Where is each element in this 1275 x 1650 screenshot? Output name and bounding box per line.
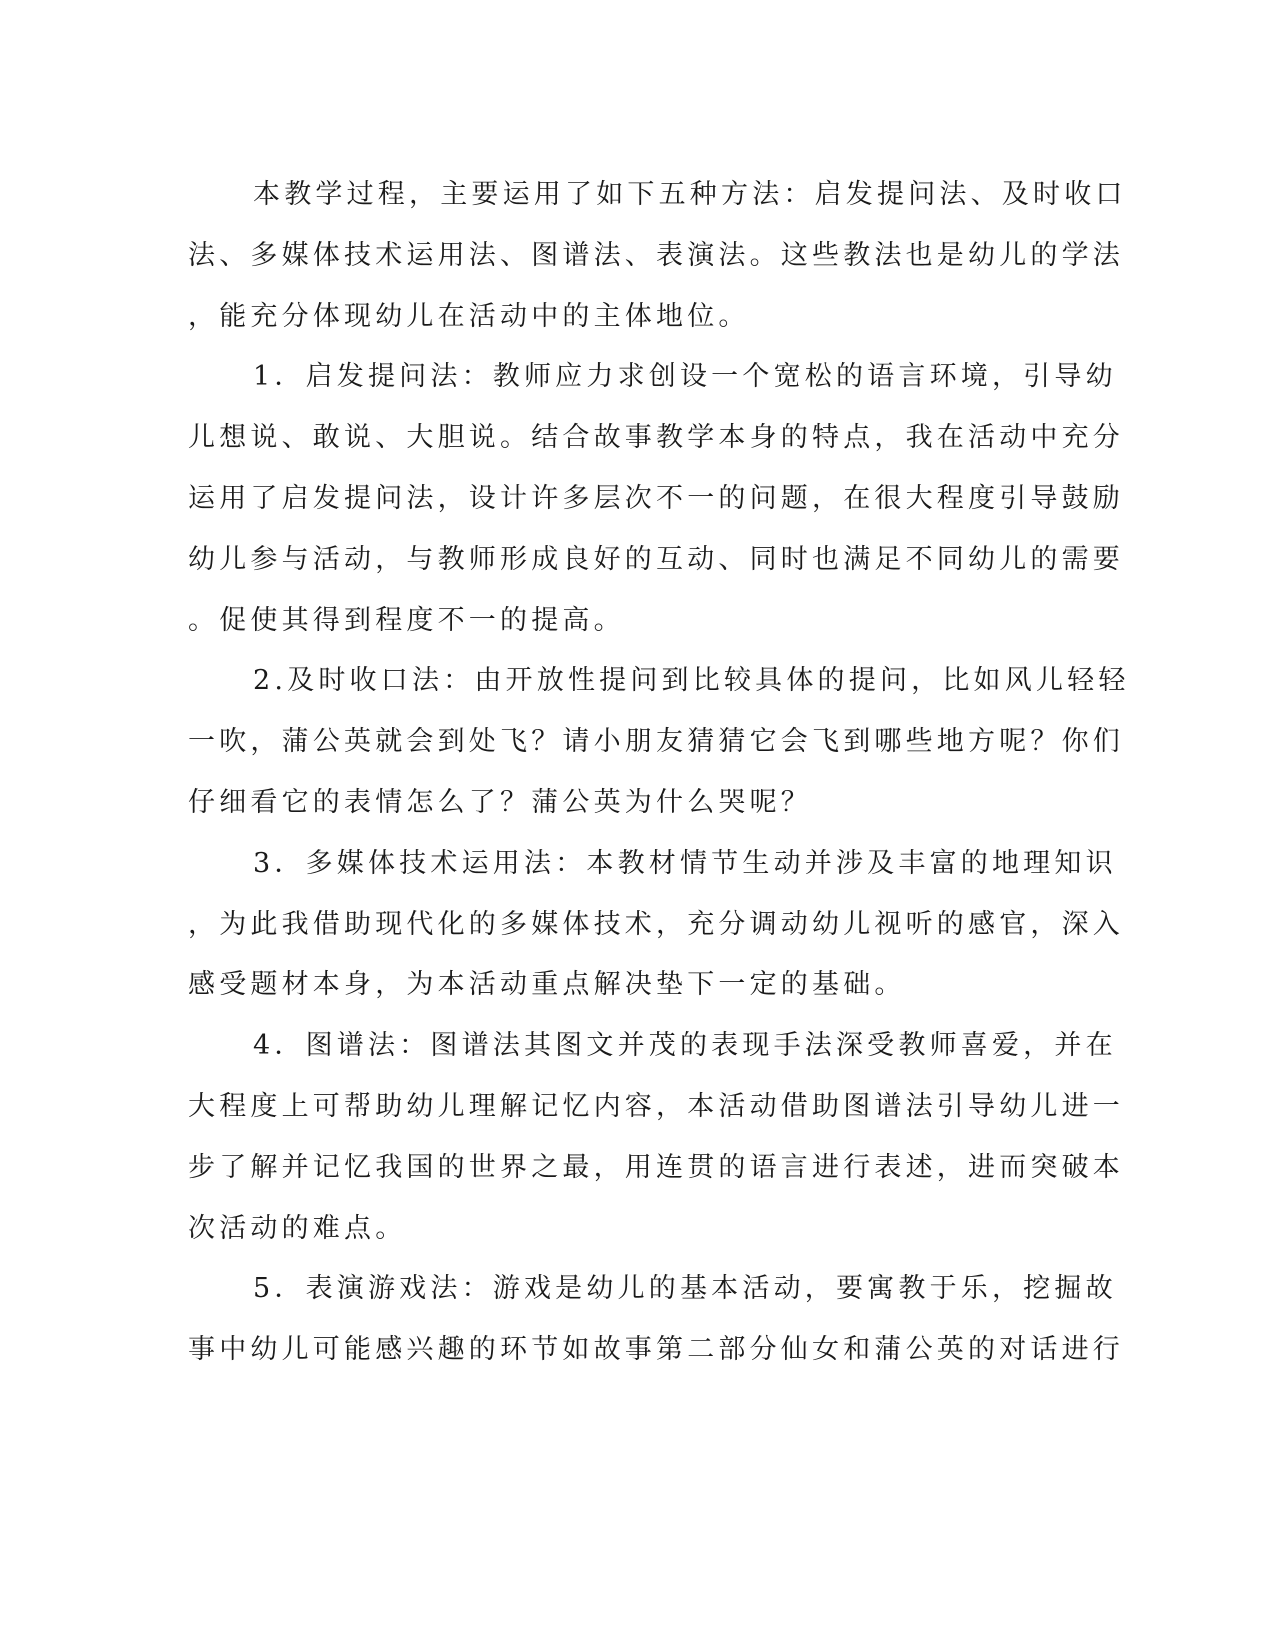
paragraph-method-2 xyxy=(188,651,1130,833)
document-body xyxy=(188,165,1130,1381)
text-line: 幼儿参与活动，与教师形成良好的互动、同时也满足不同幼儿的需要 xyxy=(188,543,1124,575)
text-line: ，能充分体现幼儿在活动中的主体地位。 xyxy=(188,300,750,332)
text-line: 大程度上可帮助幼儿理解记忆内容，本活动借助图谱法引导幼儿进一 xyxy=(188,1090,1124,1122)
text-line: 事中幼儿可能感兴趣的环节如故事第二部分仙女和蒲公英的对话进行 xyxy=(188,1334,1124,1366)
paragraph-method-4 xyxy=(188,1016,1124,1259)
text-line: 2.及时收口法：由开放性提问到比较具体的提问，比如风儿轻轻 xyxy=(253,665,1130,697)
paragraph-method-1 xyxy=(188,347,1124,651)
paragraph-intro xyxy=(188,165,1127,347)
text-line: ，为此我借助现代化的多媒体技术，充分调动幼儿视听的感官，深入 xyxy=(188,908,1124,940)
paragraph-method-5 xyxy=(188,1259,1124,1381)
text-line: 本教学过程，主要运用了如下五种方法：启发提问法、及时收口 xyxy=(253,179,1127,210)
text-line: 3．多媒体技术运用法：本教材情节生动并涉及丰富的地理知识 xyxy=(253,847,1117,879)
text-line: 运用了启发提问法，设计许多层次不一的问题，在很大程度引导鼓励 xyxy=(188,482,1124,514)
text-line: 步了解并记忆我国的世界之最，用连贯的语言进行表述，进而突破本 xyxy=(188,1151,1124,1183)
text-line: 一吹，蒲公英就会到处飞？请小朋友猜猜它会飞到哪些地方呢？你们 xyxy=(188,726,1124,758)
text-line: 5．表演游戏法：游戏是幼儿的基本活动，要寓教于乐，挖掘故 xyxy=(253,1273,1117,1305)
text-line: 儿想说、敢说、大胆说。结合故事教学本身的特点，我在活动中充分 xyxy=(188,422,1124,454)
text-line: 仔细看它的表情怎么了？蒲公英为什么哭呢？ xyxy=(188,786,812,818)
text-line: 次活动的难点。 xyxy=(188,1212,407,1244)
text-line: 法、多媒体技术运用法、图谱法、表演法。这些教法也是幼儿的学法 xyxy=(188,239,1124,271)
paragraph-method-3 xyxy=(188,834,1124,1016)
text-line: 1．启发提问法：教师应力求创设一个宽松的语言环境，引导幼 xyxy=(253,361,1117,393)
text-line: 。促使其得到程度不一的提高。 xyxy=(188,604,625,636)
text-line: 4．图谱法：图谱法其图文并茂的表现手法深受教师喜爱，并在 xyxy=(253,1030,1117,1062)
text-line: 感受题材本身，为本活动重点解决垫下一定的基础。 xyxy=(188,969,906,1001)
